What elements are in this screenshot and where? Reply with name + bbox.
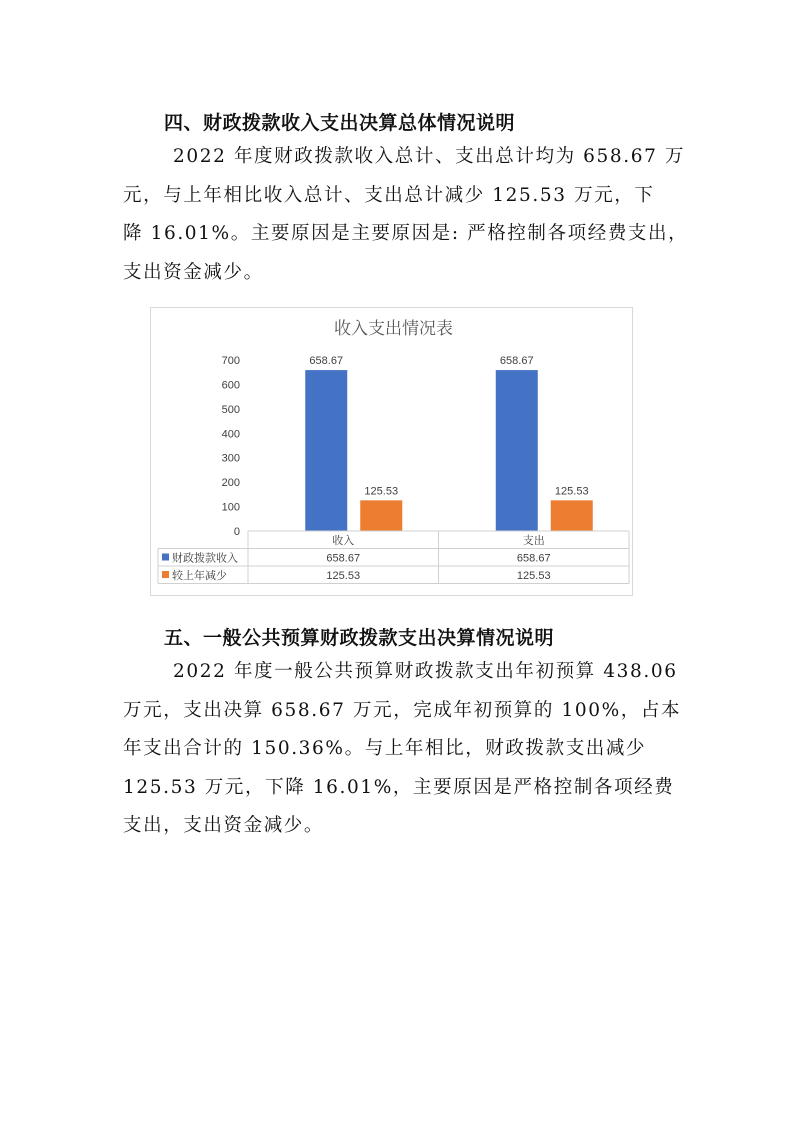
section4-line: 2022 年度财政拨款收入总计、支出总计均为 658.67 万 [173, 146, 686, 167]
income-expense-chart [150, 307, 633, 596]
legend-label: 较上年减少 [172, 570, 227, 582]
bar-data-label: 658.67 [309, 355, 344, 368]
section5-line: 年支出合计的 150.36%。与上年相比，财政拨款支出减少 [123, 738, 647, 759]
y-tick-label: 100 [221, 501, 240, 514]
section5-line: 万元，支出决算 658.67 万元，完成年初预算的 100%，占本 [123, 699, 682, 721]
y-tick-label: 700 [221, 355, 240, 367]
y-tick-label: 500 [221, 403, 240, 416]
table-value: 125.53 [516, 570, 551, 582]
y-tick-label: 200 [221, 477, 240, 490]
bar [305, 370, 347, 531]
legend-key [162, 554, 169, 561]
section5-line: 125.53 万元，下降 16.01%，主要原因是严格控制各项经费 [123, 776, 675, 798]
bar-data-label: 125.53 [554, 485, 589, 498]
table-value: 125.53 [326, 570, 361, 582]
section4-paragraph [123, 138, 689, 292]
section4-line: 支出资金减少。 [123, 261, 264, 283]
bar [360, 500, 402, 531]
y-tick-label: 300 [221, 452, 240, 465]
chart-title: 收入支出情况表 [334, 319, 453, 338]
table-value: 658.67 [326, 552, 361, 565]
section5-heading: 五、一般公共预算财政拨款支出决算情况说明 [164, 627, 555, 649]
category-label: 收入 [332, 535, 355, 547]
section5-line: 2022 年度一般公共预算财政拨款支出年初预算 438.06 [173, 661, 678, 682]
bar [496, 370, 538, 531]
section5-line: 支出，支出资金减少。 [123, 815, 325, 836]
section5-paragraph [123, 653, 683, 846]
y-tick-label: 0 [233, 526, 240, 538]
y-tick-label: 600 [221, 379, 240, 392]
table-value: 658.67 [516, 552, 551, 565]
category-label: 支出 [522, 535, 545, 547]
legend-key [162, 571, 169, 578]
chart-canvas [151, 308, 632, 595]
section4-line: 元，与上年相比收入总计、支出总计减少 125.53 万元，下 [123, 184, 655, 206]
y-tick-label: 400 [221, 428, 240, 441]
legend-label: 财政拨款收入 [172, 552, 238, 565]
section4-heading: 四、财政拨款收入支出决算总体情况说明 [164, 112, 516, 134]
bar-data-label: 658.67 [499, 355, 534, 368]
bar [551, 500, 593, 531]
bar-data-label: 125.53 [364, 485, 399, 498]
section4-line: 降 16.01%。主要原因是主要原因是: 严格控制各项经费支出， [123, 223, 689, 244]
